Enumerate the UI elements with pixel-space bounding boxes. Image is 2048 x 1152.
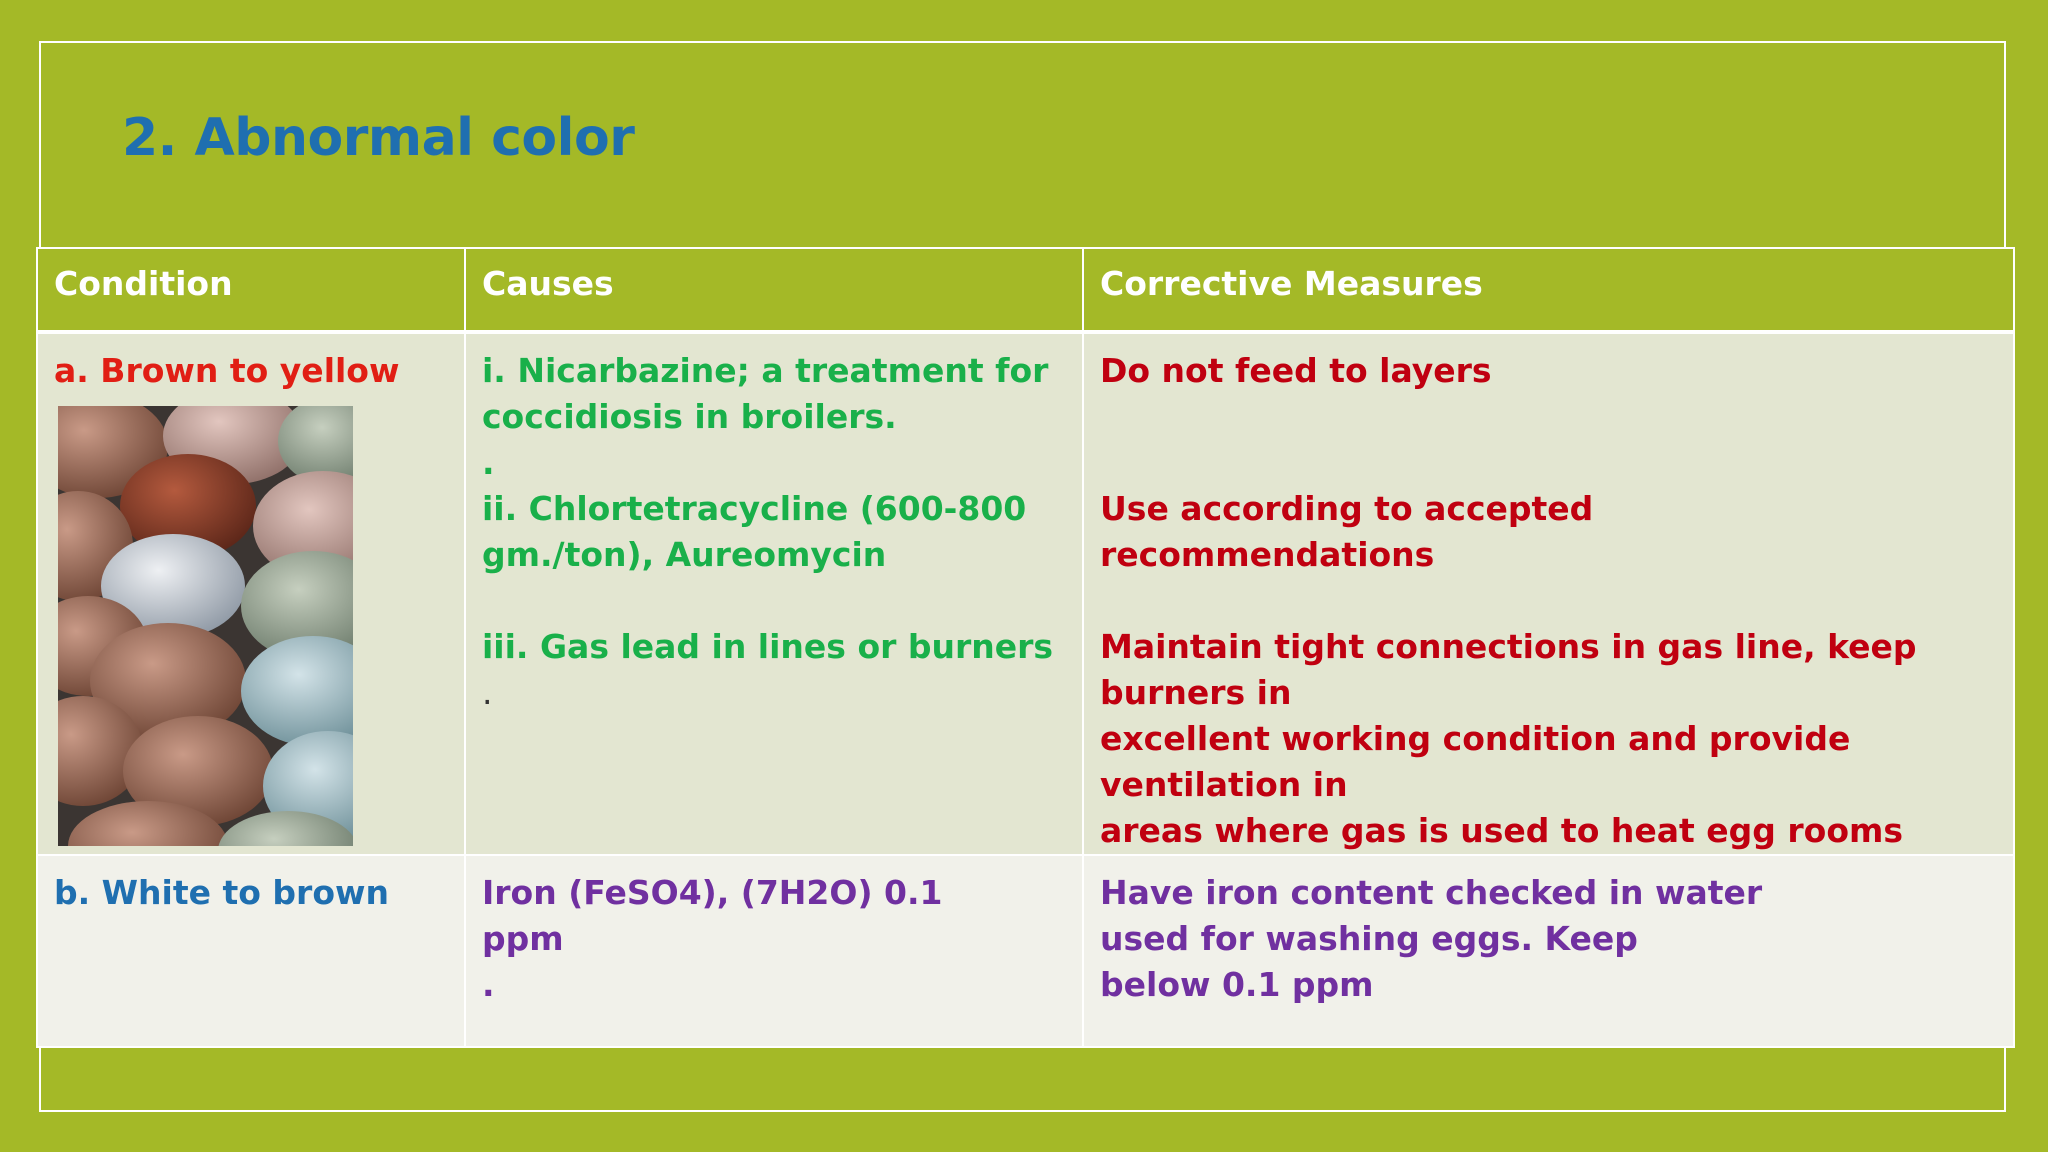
measures-cell (1083, 855, 2014, 1047)
causes-cell (465, 855, 1083, 1047)
cause-line (482, 578, 1066, 624)
measure-line: recommendations (1100, 535, 1435, 574)
cause-line: coccidiosis in broilers. (482, 397, 897, 436)
measure-line: Have iron content checked in water (1100, 873, 1763, 912)
measure-line: areas where gas is used to heat egg rooms (1100, 811, 1904, 850)
eggs-photo (58, 406, 353, 846)
measure-line (1100, 440, 1997, 486)
condition-label: a. Brown to yellow (54, 351, 400, 390)
causes-cell (465, 332, 1083, 855)
header-condition: Condition (37, 248, 465, 332)
abnormal-color-table (36, 247, 2015, 1048)
header-causes: Causes (465, 248, 1083, 332)
slide-title: 2. Abnormal color (122, 108, 635, 168)
measure-line (1100, 578, 1997, 624)
header-corrective-measures: Corrective Measures (1083, 248, 2014, 332)
measure-line: excellent working condition and provide ventilation in (1100, 719, 1851, 804)
measure-line: used for washing eggs. Keep (1100, 919, 1638, 958)
measure-line: Do not feed to layers (1100, 351, 1492, 390)
condition-cell (37, 332, 465, 855)
condition-cell (37, 855, 465, 1047)
cause-line: . (482, 965, 495, 1004)
cause-line: . (482, 673, 493, 712)
cause-line: ii. Chlortetracycline (600-800 (482, 489, 1027, 528)
measure-line: Maintain tight connections in gas line, keep burners in (1100, 627, 1917, 712)
cause-line: gm./ton), Aureomycin (482, 535, 887, 574)
measure-line: below 0.1 ppm (1100, 965, 1374, 1004)
cause-line: iii. Gas lead in lines or burners (482, 627, 1054, 666)
cause-line: ppm (482, 919, 564, 958)
condition-label: b. White to brown (54, 873, 389, 912)
table-row (37, 332, 2014, 855)
measure-line: Use according to accepted (1100, 489, 1594, 528)
measure-line (1100, 394, 1997, 440)
cause-line: Iron (FeSO4), (7H2O) 0.1 (482, 873, 943, 912)
table-row (37, 855, 2014, 1047)
cause-line: . (482, 443, 495, 482)
table-header-row (37, 248, 2014, 332)
measures-cell (1083, 332, 2014, 855)
cause-line: i. Nicarbazine; a treatment for (482, 351, 1049, 390)
